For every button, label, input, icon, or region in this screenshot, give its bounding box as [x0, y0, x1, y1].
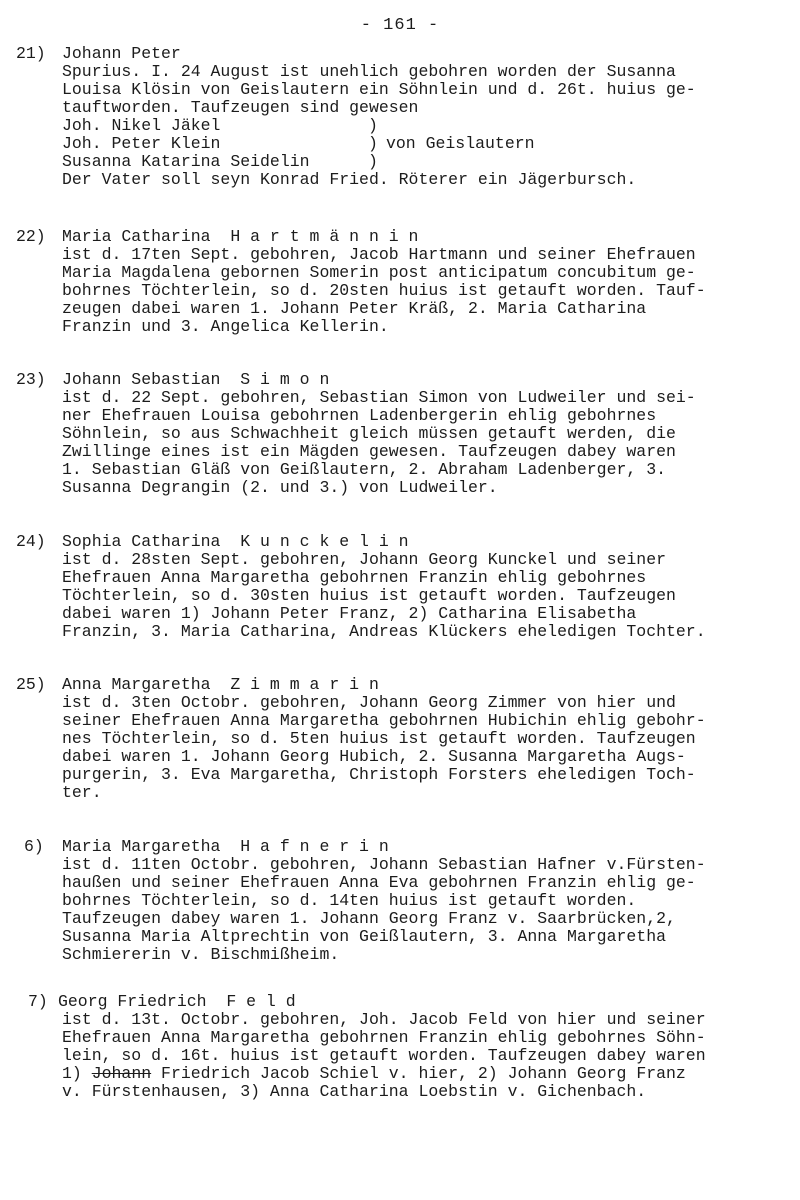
entry-line: Zwillinge eines ist ein Mägden gewesen. Taufzeugen dabey waren — [62, 442, 676, 461]
entry-line: purgerin, 3. Eva Margaretha, Christoph Forsters eheledigen Toch- — [62, 765, 696, 784]
entry-line: ist d. 22 Sept. gebohren, Sebastian Simon von Ludweiler und sei- — [62, 388, 696, 407]
entry-text — [62, 246, 792, 336]
entry-line: bohrnes Töchterlein, so d. 20sten huius ist getauft worden. Tauf- — [62, 281, 706, 300]
entry-number: 24) — [16, 532, 46, 551]
witness-row — [62, 117, 792, 135]
brace-glyph: ) — [368, 152, 378, 171]
entry-number: 25) — [16, 675, 46, 694]
line-prefix: 1) — [62, 1064, 92, 1083]
entry-line: dabei waren 1. Johann Georg Hubich, 2. Susanna Margaretha Augs- — [62, 747, 686, 766]
witness-row — [62, 153, 792, 171]
entry-line: haußen und seiner Ehefrauen Anna Eva gebohrnen Franzin ehlig ge- — [62, 873, 696, 892]
witness-origin: von Geislautern — [386, 134, 535, 153]
entry-number: 23) — [16, 370, 46, 389]
brace-glyph: ) — [368, 134, 378, 153]
entry-child-name: Sophia Catharina K u n c k e l i n — [62, 532, 409, 551]
entry-line: seiner Ehefrauen Anna Margaretha gebohrnen Hubichin ehlig gebohr- — [62, 711, 706, 730]
entry-text — [62, 1011, 792, 1101]
entry-line: ist d. 11ten Octobr. gebohren, Johann Sebastian Hafner v.Fürsten- — [62, 855, 706, 874]
entry-line: Susanna Degrangin (2. und 3.) von Ludweiler. — [62, 478, 498, 497]
entry-line: ist d. 28sten Sept. gebohren, Johann Georg Kunckel und seiner — [62, 550, 666, 569]
entry-line: ner Ehefrauen Louisa gebohrnen Ladenbergerin ehlig gebohrnes — [62, 406, 657, 425]
entry-line: dabei waren 1) Johann Peter Franz, 2) Catharina Elisabetha — [62, 604, 637, 623]
brace-glyph: ) — [368, 116, 378, 135]
entry-line: lein, so d. 16t. huius ist getauft worden. Taufzeugen dabey waren — [62, 1046, 706, 1065]
entry-line: Spurius. I. 24 August ist unehlich gebohren worden der Susanna — [62, 62, 676, 81]
entry-child-name: Anna Margaretha Z i m m a r i n — [62, 675, 379, 694]
entry-child-name: Johann Peter — [62, 44, 181, 63]
witness-row — [62, 135, 792, 153]
entry-line: ist d. 13t. Octobr. gebohren, Joh. Jacob Feld von hier und seiner — [62, 1010, 706, 1029]
entry-line: Franzin, 3. Maria Catharina, Andreas Klückers eheledigen Tochter. — [62, 622, 706, 641]
entry-line: Maria Magdalena gebornen Somerin post anticipatum concubitum ge- — [62, 263, 696, 282]
witness-name: Joh. Nikel Jäkel — [62, 116, 221, 135]
entry-text — [62, 63, 792, 189]
entry-text — [62, 389, 792, 497]
entry-line: v. Fürstenhausen, 3) Anna Catharina Loebstin v. Gichenbach. — [62, 1082, 647, 1101]
entry-line: ter. — [62, 783, 102, 802]
entry-line: ist d. 17ten Sept. gebohren, Jacob Hartmann und seiner Ehefrauen — [62, 245, 696, 264]
entry-number: 21) — [16, 44, 46, 63]
entry-line: Franzin und 3. Angelica Kellerin. — [62, 317, 389, 336]
entry-text — [62, 856, 792, 964]
entry-text — [62, 551, 792, 641]
entry-line: Töchterlein, so d. 30sten huius ist getauft worden. Taufzeugen — [62, 586, 676, 605]
entry-line: Söhnlein, so aus Schwachheit gleich müssen getauft werden, die — [62, 424, 676, 443]
witness-name: Joh. Peter Klein — [62, 134, 221, 153]
entry-number: 22) — [16, 227, 46, 246]
page-number: - 161 - — [360, 16, 440, 35]
entry-line: ist d. 3ten Octobr. gebohren, Johann Georg Zimmer von hier und — [62, 693, 676, 712]
entry-line: nes Töchterlein, so d. 5ten huius ist getauft worden. Taufzeugen — [62, 729, 696, 748]
entry-line: Schmiererin v. Bischmißheim. — [62, 945, 340, 964]
entry-text — [62, 694, 792, 802]
entry-number: 6) — [24, 837, 44, 856]
entry-line: tauftworden. Taufzeugen sind gewesen — [62, 98, 419, 117]
entry-child-name: Maria Catharina H a r t m ä n n i n — [62, 227, 419, 246]
entry-child-name: Johann Sebastian S i m o n — [62, 370, 330, 389]
entry-child-name: Georg Friedrich F e l d — [58, 992, 296, 1011]
entry-child-name: Maria Margaretha H a f n e r i n — [62, 837, 389, 856]
entry-line: Der Vater soll seyn Konrad Fried. Röterer ein Jägerbursch. — [62, 170, 637, 189]
entry-line-with-strikeout — [62, 1065, 792, 1083]
struck-word: Johann — [91, 1064, 152, 1083]
entry-line: Ehefrauen Anna Margaretha gebohrnen Franzin ehlig gebohrnes — [62, 568, 647, 587]
entry-line: Ehefrauen Anna Margaretha gebohrnen Franzin ehlig gebohrnes Söhn- — [62, 1028, 706, 1047]
witness-name: Susanna Katarina Seidelin — [62, 152, 310, 171]
entry-line: zeugen dabei waren 1. Johann Peter Kräß, 2. Maria Catharina — [62, 299, 647, 318]
entry-line: 1. Sebastian Gläß von Geißlautern, 2. Abraham Ladenberger, 3. — [62, 460, 666, 479]
line-rest: Friedrich Jacob Schiel v. hier, 2) Johann Georg Franz — [151, 1064, 686, 1083]
entry-line: Susanna Maria Altprechtin von Geißlautern, 3. Anna Margaretha — [62, 927, 666, 946]
entry-line: Louisa Klösin von Geislautern ein Söhnlein und d. 26t. huius ge- — [62, 80, 696, 99]
entry-line: Taufzeugen dabey waren 1. Johann Georg Franz v. Saarbrücken,2, — [62, 909, 676, 928]
entry-number: 7) — [28, 992, 48, 1011]
entry-line: bohrnes Töchterlein, so d. 14ten huius ist getauft worden. — [62, 891, 637, 910]
